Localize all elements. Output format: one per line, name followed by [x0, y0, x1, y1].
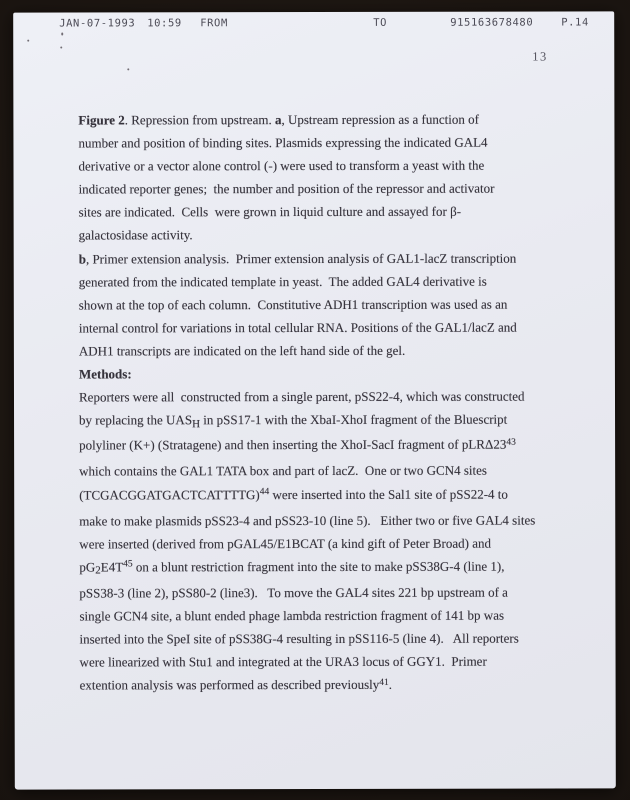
- scan-speck: [61, 33, 63, 36]
- text-line: galactosidase activity.: [78, 227, 193, 243]
- document-page: [13, 11, 616, 789]
- text-line: inserted into the SpeI site of pSS38G-4 resulting in pSS116-5 (line 4). All reporters: [79, 630, 519, 647]
- text-line: indicated reporter genes; the number and position of the repressor and activator: [78, 180, 495, 197]
- document-body: [78, 107, 589, 699]
- text-line: number and position of binding sites. Plasmids expressing the indicated GAL4: [78, 134, 488, 151]
- fax-page-indicator: P.14: [561, 16, 589, 29]
- text-line: were inserted (derived from pGAL45/E1BCAT (a kind gift of Peter Broad) and: [79, 535, 492, 552]
- scan-speck: [60, 47, 62, 49]
- text-line: polyliner (K+) (Stratagene) and then inserting the XhoI-SacI fragment of $pLR\Delta 23^{43}$: [79, 436, 516, 453]
- text-line: Figure 2. Repression from upstream. a, Upstream repression as a function of: [78, 111, 479, 128]
- text-line: internal control for variations in total cellular RNA. Positions of the GAL1/lacZ and: [78, 319, 517, 336]
- text-line: $pG2E4T^{45}$ on a blunt restriction fragment into the site to make pSS38G-4 (line 1),: [79, 558, 505, 577]
- fax-from-label: FROM: [200, 17, 228, 30]
- text-line: generated from the indicated template in yeast. The added GAL4 derivative is: [78, 273, 487, 290]
- text-line: single GCN4 site, a blunt ended phage lambda restriction fragment of 141 bp was: [79, 607, 505, 624]
- text-line: were linearized with Stu1 and integrated at the URA3 locus of GGY1. Primer: [79, 653, 487, 670]
- text-line: ADH1 transcripts are indicated on the left hand side of the gel.: [78, 342, 406, 359]
- text-line: Methods:: [78, 366, 132, 382]
- text-line: Reporters were all constructed from a single parent, pSS22-4, which was constructed: [78, 388, 525, 405]
- text-line: extention analysis was performed as described previously$^{41}$.: [79, 677, 393, 693]
- fax-header: [13, 16, 614, 33]
- text-line: (TCGACGGATGACTCATTTTG)$^{44}$ were inserted into the Sal1 site of pSS22-4 to: [79, 486, 508, 502]
- fax-to-label: TO: [373, 16, 388, 29]
- fax-time: 10:59: [147, 17, 182, 30]
- page-number: 13: [532, 49, 548, 64]
- text-line: shown at the top of each column. Constitutive ADH1 transcription was used as an: [78, 296, 508, 313]
- text-line: b, Primer extension analysis. Primer extension analysis of GAL1-lacZ transcription: [78, 250, 517, 267]
- text-line: by replacing the UASH in pSS17-1 with the XbaI-XhoI fragment of the Bluescript: [79, 411, 508, 430]
- fax-date: JAN-07-1993: [59, 17, 136, 30]
- text-line: derivative or a vector alone control (-) were used to transform a yeast with the: [78, 157, 485, 174]
- text-line: pSS38-3 (line 2), pSS80-2 (line3). To move the GAL4 sites 221 bp upstream of a: [79, 584, 508, 601]
- fax-number: 915163678480: [450, 16, 534, 29]
- text-line: make to make plasmids pSS23-4 and pSS23-10 (line 5). Either two or five GAL4 sites: [79, 512, 536, 529]
- text-line: which contains the GAL1 TATA box and part of lacZ. One or two GCN4 sites: [79, 463, 487, 479]
- scan-speck: [127, 68, 129, 70]
- text-line: sites are indicated. Cells were grown in liquid culture and assayed for β-: [78, 204, 462, 220]
- scan-speck: [27, 40, 29, 42]
